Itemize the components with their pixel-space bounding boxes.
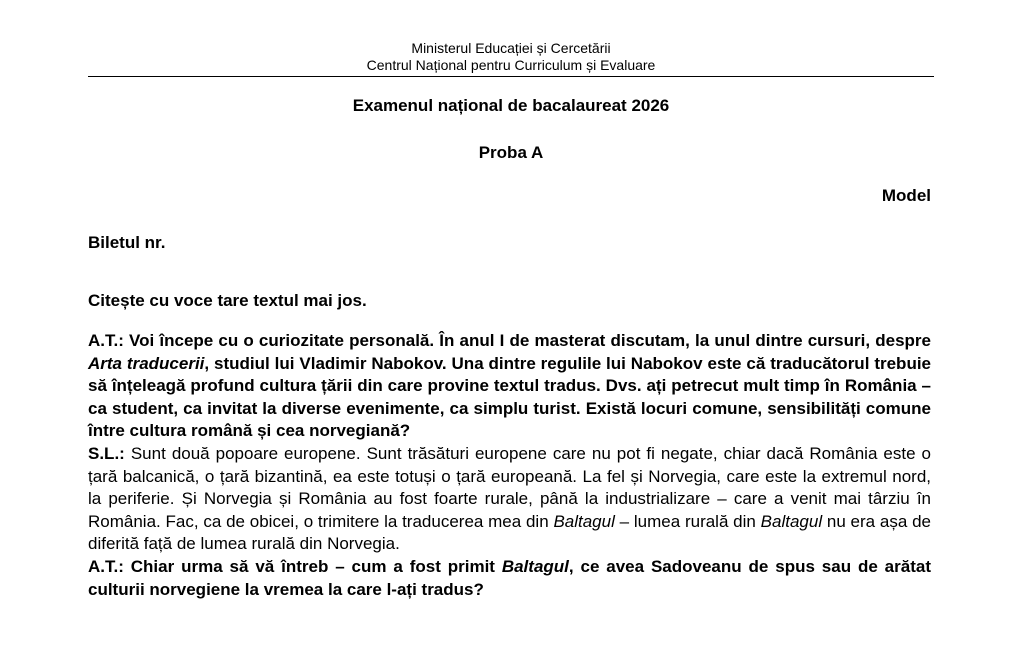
speaker-label: A.T.:: [88, 331, 124, 350]
dialogue-paragraph: [88, 443, 931, 556]
ministry-name: Ministerul Educației și Cercetării: [411, 40, 611, 56]
center-name: Centrul Național pentru Curriculum și Evaluare: [366, 57, 656, 73]
model-label: Model: [881, 186, 931, 205]
proba-label: Proba A: [478, 143, 544, 162]
dialogue-text-segment: , ce avea Sadoveanu de spus sau de arătat culturii norvegiene la vremea la care l-ați tradus?: [88, 556, 931, 599]
book-title: Baltagul: [501, 556, 569, 576]
book-title: Arta traducerii: [88, 353, 205, 373]
header-divider: [88, 76, 934, 77]
speaker-label: S.L.:: [88, 443, 125, 463]
dialogue-text-segment: Voi începe cu o curiozitate personală. În anul I de masterat discutam, la unul dintre cursuri, despre: [123, 331, 931, 350]
dialogue-text: [88, 330, 931, 601]
dialogue-text-segment: Chiar urma să vă întreb – cum a fost primit: [123, 556, 502, 576]
dialogue-text-segment: nu era așa de diferită față de lumea rurală din Norvegia.: [88, 511, 931, 554]
book-title: Baltagul: [760, 511, 823, 531]
dialogue-paragraph: [88, 330, 931, 443]
reading-instruction: Citește cu voce tare textul mai jos.: [88, 291, 367, 310]
dialogue-text-segment: – lumea rurală din: [614, 511, 761, 531]
ticket-number-label: Biletul nr.: [88, 233, 166, 252]
exam-title: Examenul național de bacalaureat 2026: [352, 96, 670, 115]
book-title: Baltagul: [553, 511, 615, 531]
dialogue-text-segment: , studiul lui Vladimir Nabokov. Una dintre regulile lui Nabokov este că traducătorul trebuie să înțeleagă profund cultura țării din care provine textul tradus. Dvs. ați petrecut mult timp în România – ca student, ca invitat la diverse evenimente, ca simplu turist. Există locuri comune, sensibilități comune între cultura română și cea norvegiană?: [88, 353, 932, 441]
dialogue-text-segment: Sunt două popoare europene. Sunt trăsături europene care nu pot fi negate, chiar dacă România este o țară balcanică, o țară bizantină, ea este totuși o țară europeană. La fel și Norvegia, care este la extremul nord, la periferie. Și Norvegia și România au fost foarte rurale, până la industrializare – care a venit mai târziu în România. Fac, ca de obicei, o trimitere la traducerea mea din: [88, 443, 931, 531]
document-header: [88, 40, 934, 74]
dialogue-paragraph: [88, 556, 931, 601]
speaker-label: A.T.:: [88, 556, 124, 576]
